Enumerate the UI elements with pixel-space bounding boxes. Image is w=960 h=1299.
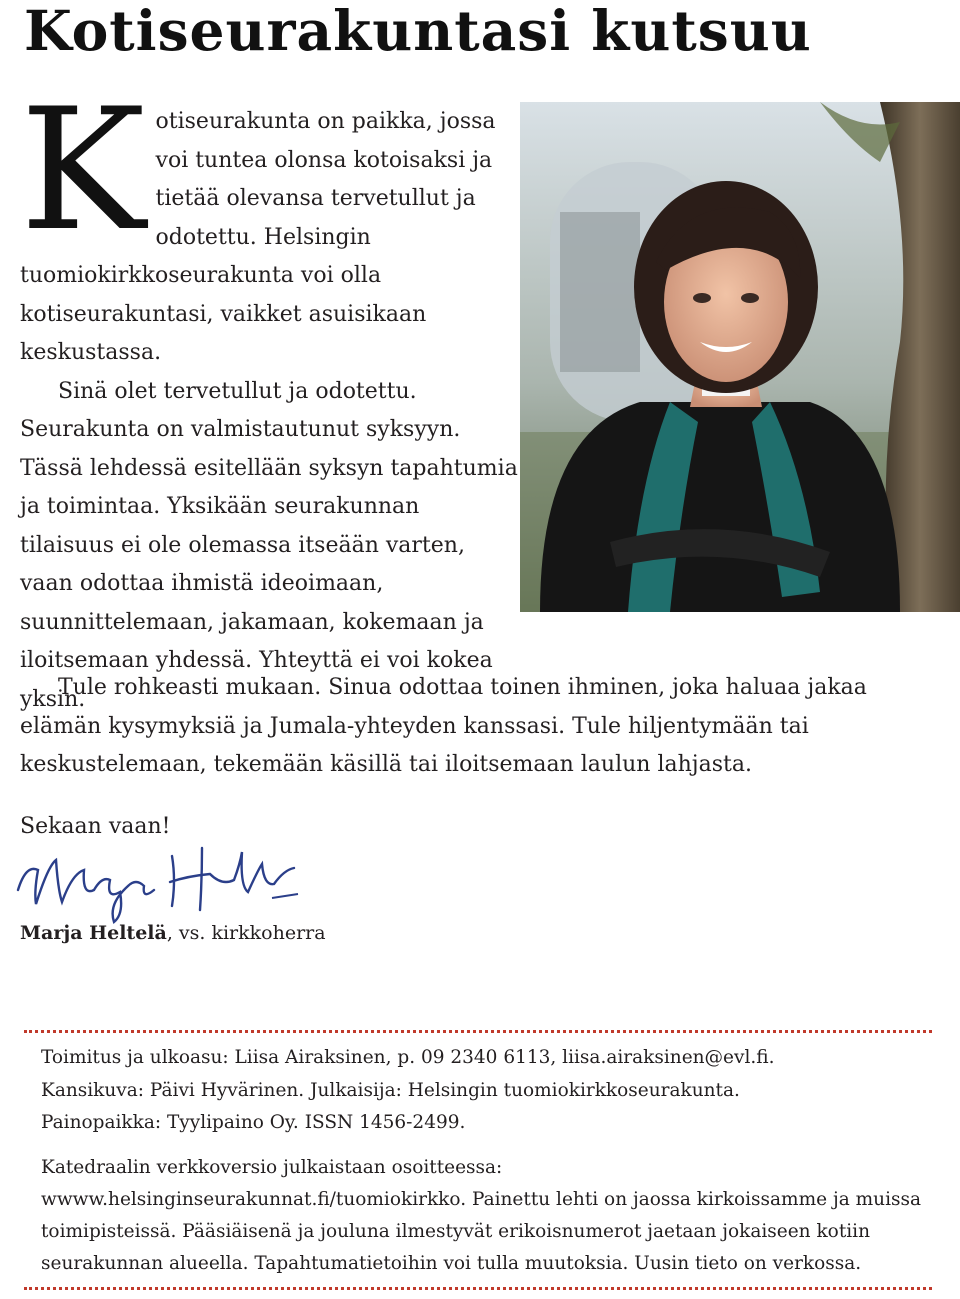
imprint-line-3: Painopaikka: Tyylipaino Oy. ISSN 1456-2499.	[41, 1112, 466, 1133]
author-line	[20, 918, 326, 948]
portrait-photo	[520, 102, 960, 612]
author-name: Marja Heltelä	[20, 922, 167, 944]
page-title: Kotiseurakuntasi kutsuu	[24, 0, 812, 63]
intro-text	[20, 72, 520, 719]
imprint-line-2: Kansikuva: Päivi Hyvärinen. Julkaisija: Helsingin tuomiokirkkoseurakunta.	[41, 1080, 740, 1101]
portrait-photo-image	[520, 102, 960, 612]
imprint-note: Katedraalin verkkoversio julkaistaan osoitteessa: wwww.helsinginseurakunnat.fi/tuomiokirkko. Painettu lehti on jaossa kirkoissamme ja muissa toimipisteissä. Pääsiäisenä ja jouluna ilmestyvät erikoisnumerot jaetaan jokaiseen kotiin seurakunnan alueella. Tapahtumatietoihin voi tulla muutoksia. Uusin tieto on verkossa.	[41, 1157, 921, 1274]
divider-bottom	[24, 1287, 932, 1290]
drop-cap: K	[20, 72, 146, 268]
intro-paragraph-1: otiseurakunta on paikka, jossa voi tuntea olonsa kotoisaksi ja tietää olevansa tervetullut ja odotettu. Helsingin tuomiokirkkoseurakunta voi olla kotiseurakuntasi, vaikket asuisikaan keskustassa.	[20, 109, 496, 365]
intro-paragraph-2: Sinä olet tervetullut ja odotettu. Seurakunta on valmistautunut syksyyn. Tässä lehdessä esitellään syksyn tapahtumia ja toimintaa. Yksikään seurakunnan tilaisuus ei ole olemassa itseään varten, vaan odottaa ihmistä ideoimaan, suunnittelemaan, jakamaan, kokemaan ja iloitsemaan yhdessä. Yhteyttä ei voi kokea yksin.	[20, 378, 518, 712]
imprint-line-1: Toimitus ja ulkoasu: Liisa Airaksinen, p. 09 2340 6113, liisa.airaksinen@evl.fi.	[41, 1047, 775, 1068]
divider-top	[24, 1030, 932, 1033]
author-role: , vs. kirkkoherra	[166, 922, 326, 944]
closing-text: Sekaan vaan!	[20, 814, 171, 839]
paragraph-3: Tule rohkeasti mukaan. Sinua odottaa toinen ihminen, joka haluaa jakaa elämän kysymyksiä ja Jumala-yhteyden kanssasi. Tule hiljentymään tai keskustelemaan, tekemään käsillä tai iloitsemaan laulun lahjasta.	[20, 675, 867, 777]
signature-image	[12, 840, 302, 925]
